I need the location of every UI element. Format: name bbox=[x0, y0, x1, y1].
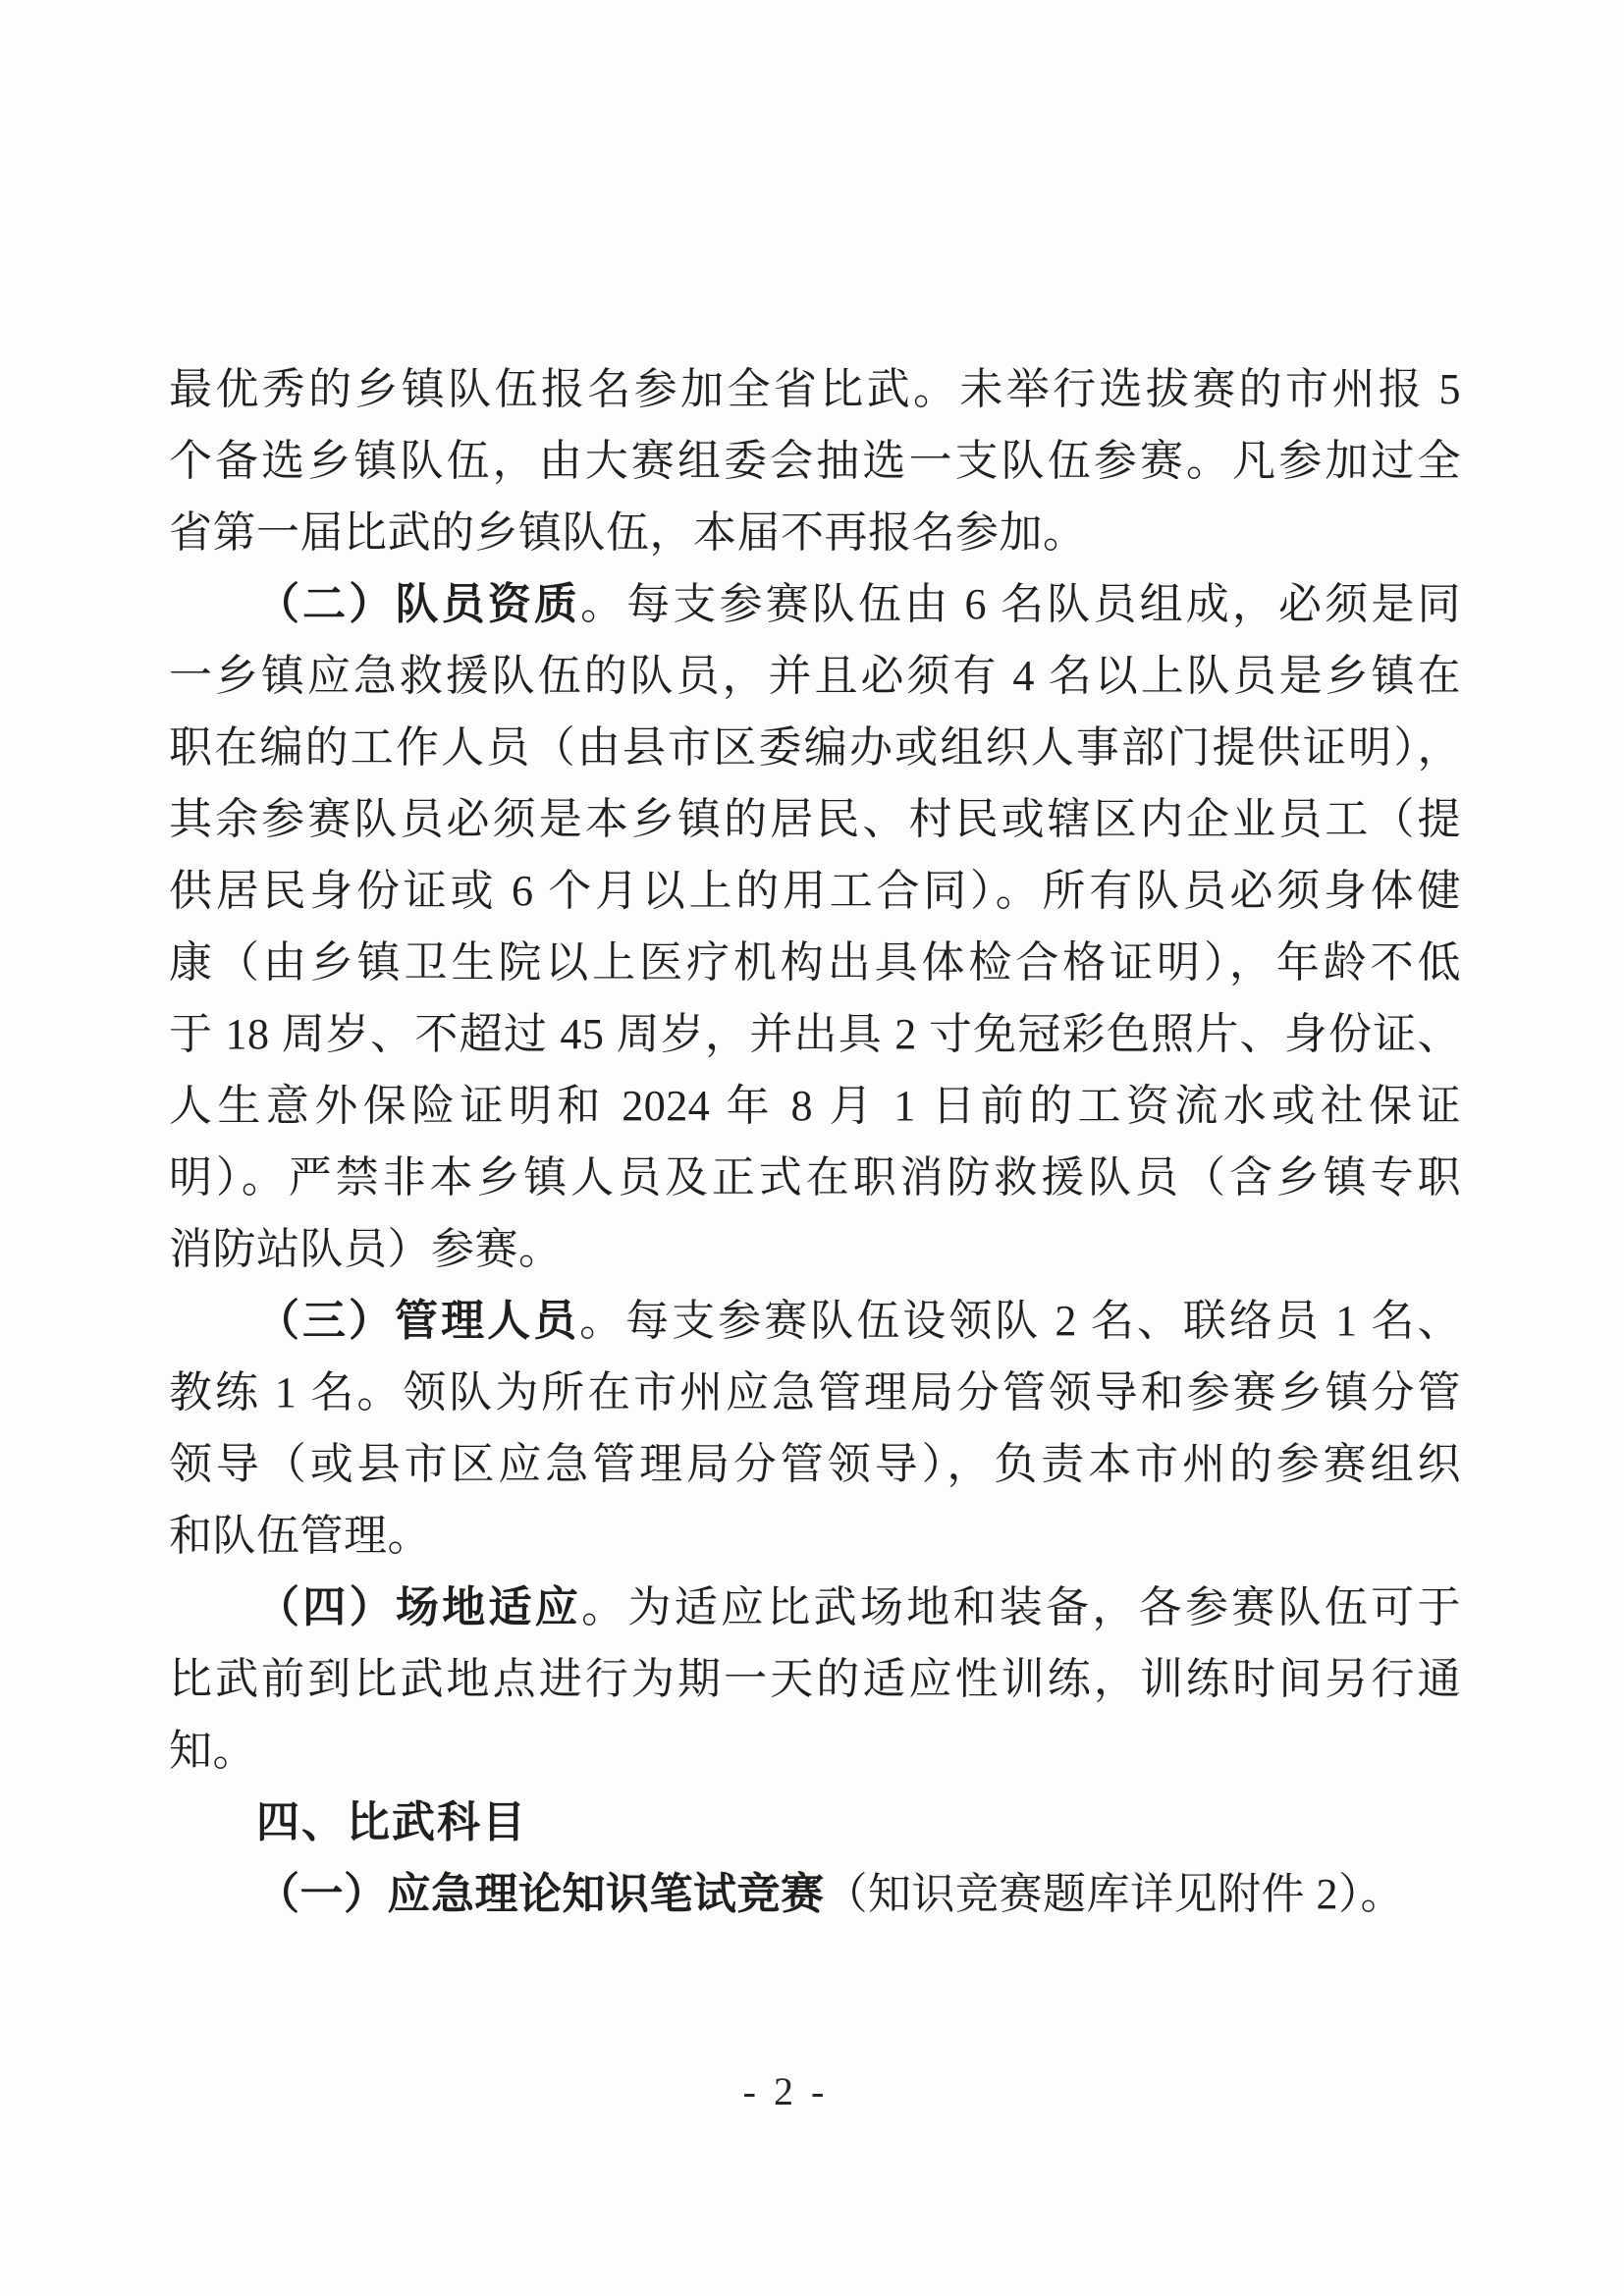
text-line bbox=[169, 1858, 1461, 1930]
text-segment: 省第一届比武的乡镇队伍，本届不再报名参加。 bbox=[169, 508, 1087, 557]
text-segment: 明）。严禁非本乡镇人员及正式在职消防救援队员（含乡镇专职 bbox=[169, 1153, 1461, 1201]
text-segment: 人生意外保险证明和 2024 年 8 月 1 日前的工资流水或社保证 bbox=[169, 1082, 1461, 1130]
text-line bbox=[169, 1428, 1461, 1500]
text-line bbox=[169, 1142, 1461, 1213]
text-line bbox=[169, 497, 1461, 568]
bold-text-segment: （四）场地适应 bbox=[256, 1583, 582, 1631]
text-segment: 。每支参赛队伍由 6 名队员组成，必须是同 bbox=[580, 580, 1461, 628]
text-line bbox=[169, 1285, 1461, 1357]
text-segment: 知。 bbox=[169, 1727, 256, 1775]
text-line bbox=[169, 1715, 1461, 1787]
text-line bbox=[169, 1643, 1461, 1715]
text-line bbox=[169, 1070, 1461, 1142]
text-line bbox=[169, 1500, 1461, 1572]
text-segment: 领导（或县市区应急管理局分管领导），负责本市州的参赛组织 bbox=[169, 1440, 1461, 1488]
text-line bbox=[169, 783, 1461, 855]
text-segment: 教练 1 名。领队为所在市州应急管理局分管领导和参赛乡镇分管 bbox=[169, 1368, 1461, 1416]
text-line bbox=[169, 927, 1461, 998]
text-segment: 个备选乡镇队伍，由大赛组委会抽选一支队伍参赛。凡参加过全 bbox=[169, 437, 1461, 485]
text-segment: 。每支参赛队伍设领队 2 名、联络员 1 名、 bbox=[579, 1297, 1462, 1345]
page-number: - 2 - bbox=[742, 2069, 829, 2113]
bold-text-segment: （三）管理人员 bbox=[256, 1297, 580, 1345]
text-line bbox=[169, 568, 1461, 640]
bold-text-segment: （二）队员资质 bbox=[256, 580, 581, 628]
text-segment: （知识竞赛题库详见附件 2）。 bbox=[824, 1870, 1404, 1918]
text-line bbox=[169, 353, 1461, 425]
text-segment: 和队伍管理。 bbox=[169, 1512, 431, 1560]
text-line bbox=[169, 712, 1461, 783]
bold-text-segment: 四、比武科目 bbox=[256, 1798, 527, 1846]
text-segment: 供居民身份证或 6 个月以上的用工合同）。所有队员必须身体健 bbox=[169, 867, 1461, 915]
text-line bbox=[169, 1357, 1461, 1428]
text-segment: 一乡镇应急救援队伍的队员，并且必须有 4 名以上队员是乡镇在 bbox=[169, 652, 1461, 700]
text-segment: 职在编的工作人员（由县市区委编办或组织人事部门提供证明）， bbox=[169, 723, 1461, 772]
text-line bbox=[169, 1572, 1461, 1643]
text-segment: 其余参赛队员必须是本乡镇的居民、村民或辖区内企业员工（提 bbox=[169, 795, 1461, 843]
text-segment: 消防站队员）参赛。 bbox=[169, 1225, 563, 1273]
text-segment: 康（由乡镇卫生院以上医疗机构出具体检合格证明），年龄不低 bbox=[169, 938, 1461, 987]
bold-text-segment: （一）应急理论知识笔试竞赛 bbox=[256, 1870, 825, 1918]
text-segment: 于 18 周岁、不超过 45 周岁，并出具 2 寸免冠彩色照片、身份证、 bbox=[169, 1010, 1461, 1058]
section-heading bbox=[169, 1787, 1461, 1858]
text-line bbox=[169, 425, 1461, 497]
document-body bbox=[169, 353, 1461, 1930]
text-line bbox=[169, 998, 1461, 1070]
text-line bbox=[169, 1213, 1461, 1285]
text-line bbox=[169, 855, 1461, 927]
text-segment: 比武前到比武地点进行为期一天的适应性训练，训练时间另行通 bbox=[169, 1655, 1461, 1703]
text-segment: 。为适应比武场地和装备，各参赛队伍可于 bbox=[581, 1583, 1462, 1631]
text-line bbox=[169, 640, 1461, 712]
text-segment: 最优秀的乡镇队伍报名参加全省比武。未举行选拔赛的市州报 5 bbox=[169, 365, 1461, 413]
